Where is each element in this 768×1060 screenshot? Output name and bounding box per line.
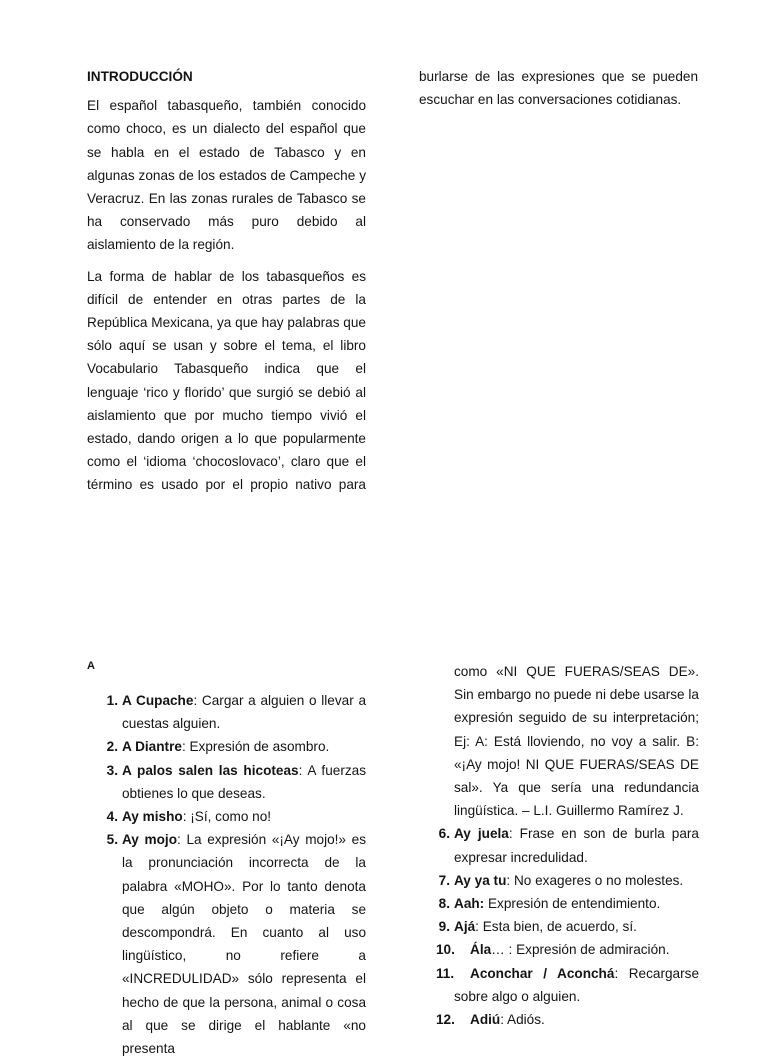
glossary-entry <box>438 822 699 868</box>
entry-number: 3. <box>106 762 118 778</box>
intro-paragraph-1: El español tabasqueño, también conocido como choco, es un dialecto del español que se habla en el estado de Tabasco y en algunas zonas de los estados de Campeche y Veracruz. En las zonas rurales de Tabasco se ha conservado más puro debido al aislamiento de la región. <box>87 98 366 253</box>
entry-number: 9. <box>438 919 450 935</box>
entry-term: Ajá <box>454 919 476 935</box>
entry-number: 11. <box>436 965 455 981</box>
entry-definition: : La expresión «¡Ay mojo!» es la pronunciación incorrecta de la palabra «MOHO». Por lo tanto denota que algún objeto o materia se descompondrá. En cuanto al uso lingüístico, no refiere a «INCREDULIDAD» sólo representa el hecho de que la persona, animal o cosa al que se dirige el hablante «no presenta <box>122 832 367 1057</box>
entry-term: Ála <box>470 942 492 958</box>
entry-number: 5. <box>106 832 118 848</box>
entry-definition: : Cargar a alguien o llevar a cuestas alguien. <box>122 693 367 732</box>
entry-definition: como «NI QUE FUERAS/SEAS DE». Sin embargo no puede ni debe usarse la expresión seguido de su interpretación; Ej: A: Está lloviendo, no voy a salir. B: «¡Ay mojo! NI QUE FUERAS/SEAS DE sal». Ya que sería una redundancia lingüística. – L.I. Guillermo Ramírez J. <box>454 664 699 819</box>
entry-term: Aconchar / Aconchá <box>470 965 615 981</box>
intro-column-right <box>419 65 698 119</box>
entry-definition: : Adiós. <box>500 1012 545 1028</box>
entry-definition: : A fuerzas obtienes lo que deseas. <box>122 762 366 801</box>
entry-term: Ay mojo <box>122 832 178 848</box>
entry-definition: : Esta bien, de acuerdo, sí. <box>475 919 637 935</box>
entry-term: A palos salen las hicoteas <box>122 762 299 778</box>
entry-definition: : No exageres o no molestes. <box>506 872 684 888</box>
entry-definition: : Frase en son de burla para expresar incredulidad. <box>454 826 699 865</box>
entry-definition: … : Expresión de admiración. <box>491 942 670 958</box>
glossary-entry <box>106 805 366 828</box>
entry-term: Ay misho <box>122 809 183 825</box>
entry-definition: : ¡Sí, como no! <box>182 809 272 825</box>
intro-heading: INTRODUCCIÓN <box>87 69 193 84</box>
entry-number: 4. <box>106 809 118 825</box>
glossary-entry <box>436 1008 699 1031</box>
entry-number: 2. <box>106 739 118 755</box>
entry-definition: Expresión de entendimiento. <box>484 896 661 912</box>
entry-number: 12. <box>436 1012 455 1028</box>
glossary-entry <box>436 938 699 961</box>
entry-definition: : Expresión de asombro. <box>181 739 330 755</box>
entry-number: 8. <box>438 896 450 912</box>
entry-term: A Cupache <box>122 693 194 708</box>
entry-number: 6. <box>438 826 450 842</box>
glossary-column-left <box>106 689 367 1060</box>
glossary-entry <box>438 869 699 892</box>
entry-number: 1. <box>106 693 118 708</box>
glossary-entry <box>438 892 699 915</box>
glossary-entry <box>438 915 699 938</box>
entry-term: Aah: <box>454 896 485 912</box>
intro-paragraph-2: La forma de hablar de los tabasqueños es difícil de entender en otras partes de la República Mexicana, ya que hay palabras que sólo aquí se usan y sobre el tema, el libro Vocabulario Tabasqueño indica que el lenguaje ‘rico y florido’ que surgió se debió al aislamiento que por mucho tiempo vivió el estado, dando origen a lo que popularmente como el ‘idioma ‘chocoslovaco’, claro que el término es usado por el propio nativo para <box>87 268 366 493</box>
entry-definition: : Recargarse sobre algo o alguien. <box>454 965 700 1004</box>
entry-term: Adiú <box>470 1012 501 1028</box>
intro-column-left <box>87 65 366 505</box>
entry-term: A Diantre <box>122 739 182 755</box>
glossary-entry <box>106 735 366 758</box>
glossary-entry <box>106 828 367 1060</box>
entry-number: 10. <box>436 942 455 958</box>
entry-number: 7. <box>438 872 450 888</box>
glossary-entry <box>106 689 367 735</box>
glossary-entry-continuation <box>454 660 699 822</box>
glossary-column-right <box>436 660 700 1031</box>
section-letter: A <box>87 660 95 672</box>
glossary-entry <box>436 962 700 1008</box>
entry-term: Ay ya tu <box>454 872 507 888</box>
intro-continuation: burlarse de las expresiones que se pueden escuchar en las conversaciones cotidianas. <box>419 69 698 108</box>
entry-term: Ay juela <box>454 826 509 842</box>
glossary-entry <box>106 759 366 805</box>
